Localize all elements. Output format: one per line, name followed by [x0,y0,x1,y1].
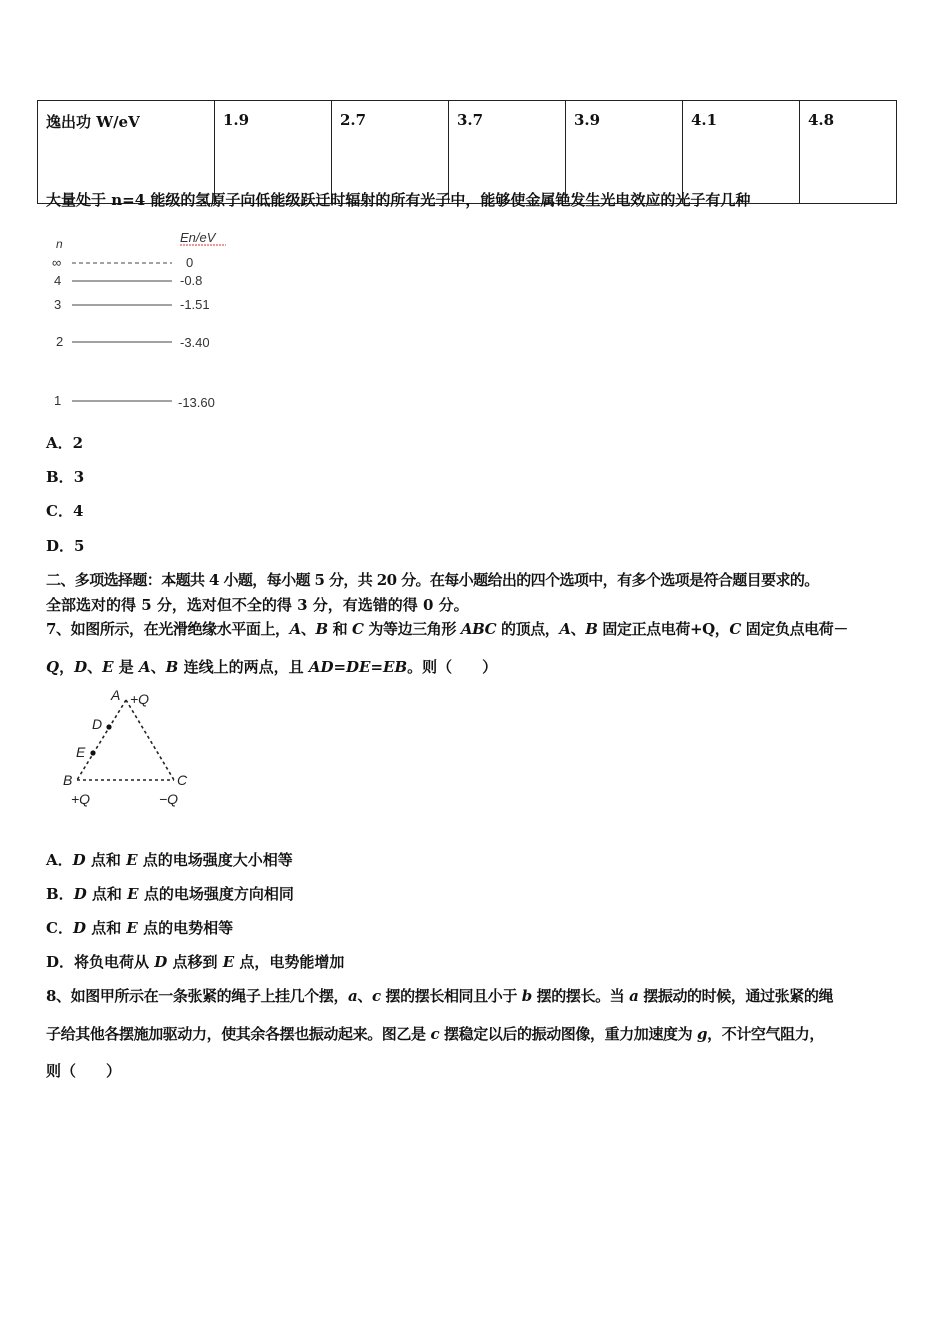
q8-stem-line2: 子给其他各摆施加驱动力，使其余各摆也振动起来。图乙是 c 摆稳定以后的振动图像，重力加速度为 g，不计空气阻力， [46,1025,824,1043]
section-2-heading: 二、多项选择题：本题共 4 小题，每小题 5 分，共 20 分。在每小题给出的四个选项中，有多个选项是符合题目要求的。 [46,571,819,589]
energy-axis-label: En/eV [180,230,216,245]
point-d [106,724,111,729]
q6-stem: 大量处于 n=4 能级的氢原子向低能级跃迁时辐射的所有光子中，能够使金属铯发生光电效应的光子有几种 [46,191,751,209]
charge-a: +Q [130,691,150,707]
label-d: D [92,716,103,732]
q6-option-b: B．3 [46,468,85,486]
q6-option-d: D．5 [46,537,85,555]
q7-option-d: D．将负电荷从 D 点移到 E 点，电势能增加 [46,953,345,971]
table-cell: 1.9 [215,101,332,204]
charge-b: +Q [71,791,91,807]
q6-option-c: C．4 [46,502,84,520]
table-header-cell: 逸出功 W/eV [38,101,215,204]
label-b: B [63,772,73,788]
level-n-3: 3 [54,297,62,312]
q7-stem-line1: 7、如图所示，在光滑绝缘水平面上，A、B 和 C 为等边三角形 ABC 的顶点，A、B 固定正点电荷+Q，C 固定负点电荷－ [46,620,848,638]
q8-stem-line1: 8、如图甲所示在一条张紧的绳子上挂几个摆，a、c 摆的摆长相同且小于 b 摆的摆长。当 a 摆振动的时候，通过张紧的绳 [46,987,834,1005]
level-n-1: 1 [54,393,62,408]
q7-option-b: B．D 点和 E 点的电场强度方向相同 [46,885,294,903]
level-energy-3: -1.51 [180,297,210,312]
point-e [90,750,95,755]
label-a: A [111,687,121,703]
charge-c: −Q [159,791,179,807]
n-axis-label: n [56,237,63,251]
q7-option-c: C．D 点和 E 点的电势相等 [46,919,234,937]
q7-option-a: A．D 点和 E 点的电场强度大小相等 [46,851,293,869]
table-cell: 3.9 [566,101,683,204]
label-e: E [76,744,86,760]
energy-level-diagram [46,226,246,416]
level-n-4: 4 [54,273,62,288]
label-c: C [177,772,188,788]
level-energy-4: -0.8 [180,273,203,288]
side-ab [77,700,126,780]
q8-stem-line3: 则（ ） [46,1062,122,1080]
table-cell: 4.8 [800,101,897,204]
triangle-figure [55,684,205,810]
table-cell: 3.7 [449,101,566,204]
level-n-inf: ∞ [52,255,62,270]
table-cell: 2.7 [332,101,449,204]
level-energy-inf: 0 [186,255,194,270]
q7-stem-line2: Q，D、E 是 A、B 连线上的两点，且 AD=DE=EB。则（ ） [46,658,498,676]
q6-option-a: A．2 [46,434,84,452]
side-ac [126,700,174,780]
table-cell: 4.1 [683,101,800,204]
level-n-2: 2 [56,334,64,349]
section-2-note: 全部选对的得 5 分，选对但不全的得 3 分，有选错的得 0 分。 [46,596,469,614]
level-energy-2: -3.40 [180,335,210,350]
level-energy-1: -13.60 [178,395,215,410]
